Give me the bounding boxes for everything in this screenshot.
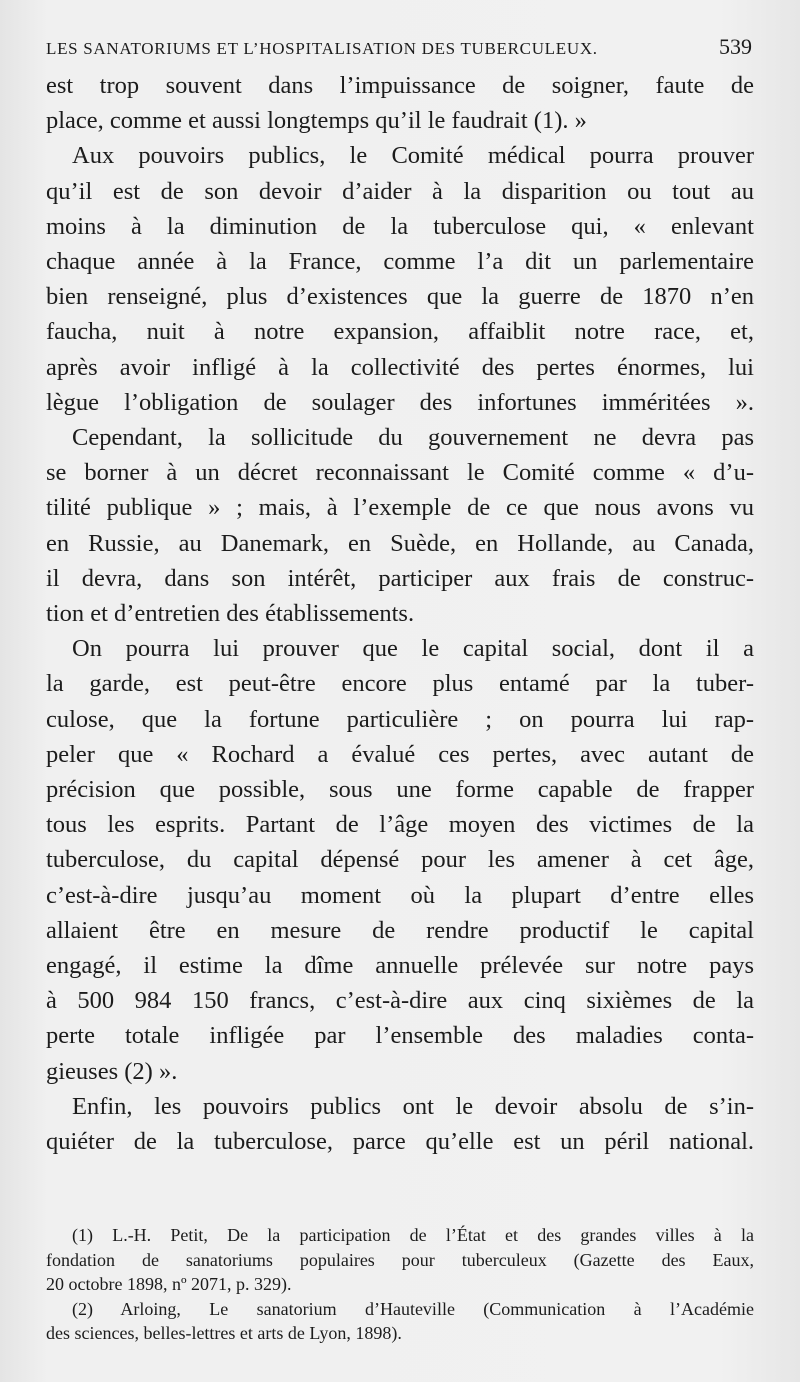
text-line: tion et d’entretien des établissements.	[46, 600, 415, 628]
paragraph	[46, 420, 754, 631]
text-line: quiéter de la tuberculose, parce qu’elle est un péril national.	[46, 1128, 754, 1156]
text-line: moins à la diminution de la tuberculose qui, « enlevant	[46, 212, 754, 240]
paragraph	[46, 631, 754, 1089]
text-line: tous les esprits. Partant de l’âge moyen des victimes de la	[46, 811, 754, 839]
footnote-1	[46, 1223, 754, 1297]
footnote-2	[46, 1297, 754, 1346]
paragraph	[46, 68, 754, 138]
text-line: faucha, nuit à notre expansion, affaiblit notre race, et,	[46, 318, 754, 346]
text-line: Cependant, la sollicitude du gouvernement ne devra pas	[72, 424, 754, 452]
body-text	[46, 68, 754, 1159]
footnote-line: fondation de sanatoriums populaires pour tuberculeux (Gazette des Eaux,	[46, 1249, 754, 1270]
paragraph	[46, 1089, 754, 1159]
text-line: tilité publique » ; mais, à l’exemple de ce que nous avons vu	[46, 494, 754, 522]
text-line: après avoir infligé à la collectivité des pertes énormes, lui	[46, 353, 754, 381]
text-line: engagé, il estime la dîme annuelle prélevée sur notre pays	[46, 952, 754, 980]
text-line: précision que possible, sous une forme capable de frapper	[46, 776, 754, 804]
text-line: bien renseigné, plus d’existences que la guerre de 1870 n’en	[46, 283, 754, 311]
footnote-line: (1) L.-H. Petit, De la participation de l’État et des grandes villes à la	[72, 1225, 754, 1246]
text-line: chaque année à la France, comme l’a dit un parlementaire	[46, 248, 754, 276]
footnotes	[46, 1223, 754, 1346]
paragraph	[46, 138, 754, 420]
running-head	[46, 34, 754, 60]
text-line: Aux pouvoirs publics, le Comité médical pourra prouver	[72, 142, 754, 170]
text-line: perte totale infligée par l’ensemble des maladies conta-	[46, 1022, 754, 1050]
text-line: On pourra lui prouver que le capital social, dont il a	[72, 635, 754, 663]
text-line: tuberculose, du capital dépensé pour les amener à cet âge,	[46, 846, 754, 874]
footnote-line: des sciences, belles-lettres et arts de Lyon, 1898).	[46, 1323, 402, 1344]
text-line: à 500 984 150 francs, c’est-à-dire aux cinq sixièmes de la	[46, 987, 754, 1015]
running-title: LES SANATORIUMS ET L’HOSPITALISATION DES TUBERCULEUX.	[46, 39, 598, 58]
text-line: qu’il est de son devoir d’aider à la disparition ou tout au	[46, 177, 754, 205]
text-line: se borner à un décret reconnaissant le Comité comme « d’u-	[46, 459, 754, 487]
text-line: allaient être en mesure de rendre productif le capital	[46, 916, 754, 944]
text-line: place, comme et aussi longtemps qu’il le faudrait (1). »	[46, 107, 587, 135]
text-line: peler que « Rochard a évalué ces pertes, avec autant de	[46, 740, 754, 768]
text-line: gieuses (2) ».	[46, 1057, 178, 1085]
text-line: est trop souvent dans l’impuissance de soigner, faute de	[46, 72, 754, 99]
page-number: 539	[719, 34, 752, 59]
footnote-line: (2) Arloing, Le sanatorium d’Hauteville (Communication à l’Académie	[72, 1298, 754, 1319]
text-line: lègue l’obligation de soulager des infortunes imméritées ».	[46, 388, 754, 416]
text-line: il devra, dans son intérêt, participer aux frais de construc-	[46, 564, 754, 592]
text-line: en Russie, au Danemark, en Suède, en Hollande, au Canada,	[46, 529, 754, 557]
footnote-line: 20 octobre 1898, nº 2071, p. 329).	[46, 1274, 292, 1295]
text-line: la garde, est peut-être encore plus entamé par la tuber-	[46, 670, 754, 698]
text-line: c’est-à-dire jusqu’au moment où la plupart d’entre elles	[46, 881, 754, 909]
text-line: culose, que la fortune particulière ; on pourra lui rap-	[46, 705, 754, 733]
text-line: Enfin, les pouvoirs publics ont le devoir absolu de s’in-	[72, 1092, 754, 1120]
